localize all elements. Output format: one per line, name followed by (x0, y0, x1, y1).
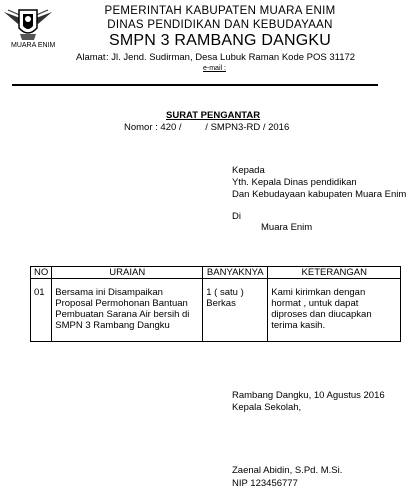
recipient-line-2: Dan Kebudayaan kabupaten Muara Enim (232, 189, 407, 200)
letter-table (30, 266, 401, 342)
letter-title: SURAT PENGANTAR (166, 110, 261, 121)
keterangan-line: terima kasih. (271, 320, 326, 331)
address-label: Alamat (76, 52, 106, 63)
letterhead-divider (12, 84, 378, 86)
col-header-uraian: URAIAN (52, 267, 203, 279)
cell-no (31, 279, 52, 342)
keterangan-line: hormat , untuk dapat (271, 298, 359, 309)
banyaknya-line: Berkas (206, 298, 236, 309)
table-row (31, 279, 401, 342)
recipient-place: Muara Enim (261, 222, 313, 233)
signature-name: Zaenal Abidin, S.Pd. M.Si. (232, 465, 343, 476)
letterhead-line-2: DINAS PENDIDIKAN DAN KEBUDAYAAN (107, 19, 333, 31)
address-text: : Jl. Jend. Sudirman, Desa Lubuk Raman Kode POS 31172 (106, 52, 356, 63)
recipient-di: Di (232, 211, 241, 222)
cell-no-text: 01 (34, 287, 45, 298)
col-header-keterangan: KETERANGAN (268, 267, 401, 279)
muara-enim-logo (0, 4, 56, 52)
signature-place-date: Rambang Dangku, 10 Agustus 2016 (232, 390, 385, 401)
email-label: e-mail : (203, 65, 226, 72)
uraian-line: SMPN 3 Rambang Dangku (55, 320, 170, 331)
cell-keterangan (268, 279, 401, 342)
cell-banyaknya (203, 279, 268, 342)
letter-number: Nomor : 420 / / SMPN3-RD / 2016 (124, 122, 290, 133)
uraian-line: Pembuatan Sarana Air bersih di (55, 309, 190, 320)
col-header-banyaknya: BANYAKNYA (203, 267, 268, 279)
letterhead-line-1: PEMERINTAH KABUPATEN MUARA ENIM (104, 5, 336, 17)
keterangan-line: diproses dan diucapkan (271, 309, 372, 320)
col-header-no: NO (31, 267, 52, 279)
banyaknya-line: 1 ( satu ) (206, 287, 244, 298)
uraian-line: Proposal Permohonan Bantuan (55, 298, 188, 309)
recipient-line-1: Yth. Kepala Dinas pendidikan (232, 177, 357, 188)
keterangan-line: Kami kirimkan dengan (271, 287, 366, 298)
table-header-row (31, 267, 401, 279)
school-name: SMPN 3 RAMBANG DANGKU (108, 32, 331, 49)
logo-caption: MUARA ENIM (11, 42, 56, 49)
signature-position: Kepala Sekolah, (232, 402, 302, 413)
cell-uraian (52, 279, 203, 342)
recipient-kepada: Kepada (232, 165, 265, 176)
signature-nip: NIP 123456777 (232, 478, 298, 489)
uraian-line: Bersama ini Disampaikan (55, 287, 163, 298)
